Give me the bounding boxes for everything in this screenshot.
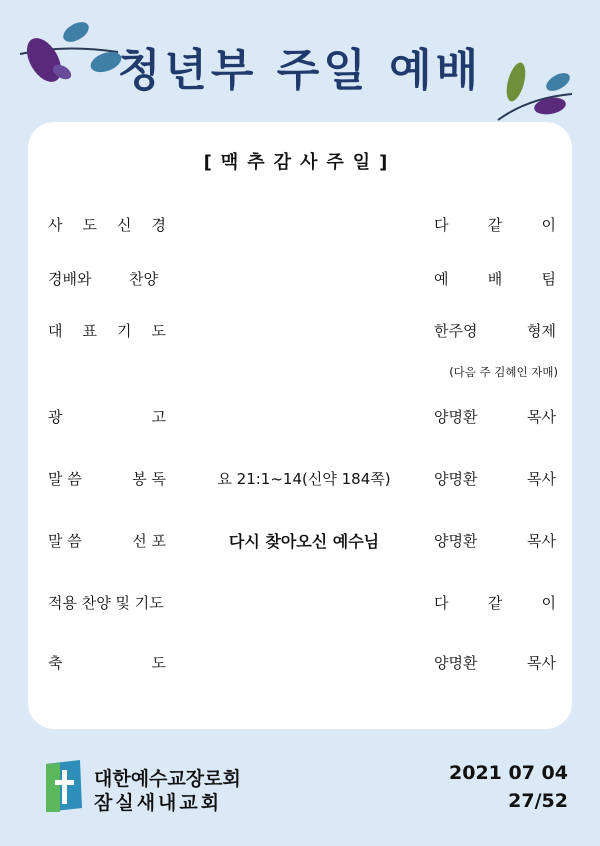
row-label: 말 씀 봉 독 — [48, 470, 166, 488]
row-leader: 다 같 이 — [434, 594, 556, 612]
org-name-line2: 잠실새내교회 — [94, 792, 223, 814]
row-label: 경배와 찬양 — [48, 270, 158, 288]
service-date: 2021 07 04 — [449, 762, 568, 784]
org-name-line1: 대한예수교장로회 — [94, 768, 241, 790]
row-leader: 양명환 목사 — [434, 532, 556, 550]
scripture-reference: 요 21:1~14(신약 184쪽) — [217, 470, 391, 488]
row-leader: 양명환 목사 — [434, 470, 556, 488]
row-label: 대 표 기 도 — [48, 322, 166, 340]
row-leader: 다 같 이 — [434, 216, 556, 234]
service-subtitle: [맥추감사주일] — [203, 152, 397, 173]
row-leader: 예 배 팀 — [434, 270, 556, 288]
page-title: 청년부 주일 예배 — [117, 45, 483, 96]
row-label: 축 도 — [48, 654, 166, 672]
row-label: 적용 찬양 및 기도 — [48, 594, 164, 612]
issue-number: 27/52 — [508, 790, 568, 812]
row-leader: 한주영 형제 — [434, 322, 556, 340]
row-label: 사 도 신 경 — [48, 216, 166, 234]
church-cross-logo-icon — [44, 760, 84, 812]
row-leader: 양명환 목사 — [434, 654, 556, 672]
order-of-service-card — [28, 122, 572, 729]
row-note: (다음 주 김혜인 자매) — [449, 365, 558, 379]
sermon-title: 다시 찾아오신 예수님 — [228, 532, 380, 551]
row-leader: 양명환 목사 — [434, 408, 556, 426]
row-label: 말 씀 선 포 — [48, 532, 166, 550]
row-label: 광 고 — [48, 408, 166, 426]
